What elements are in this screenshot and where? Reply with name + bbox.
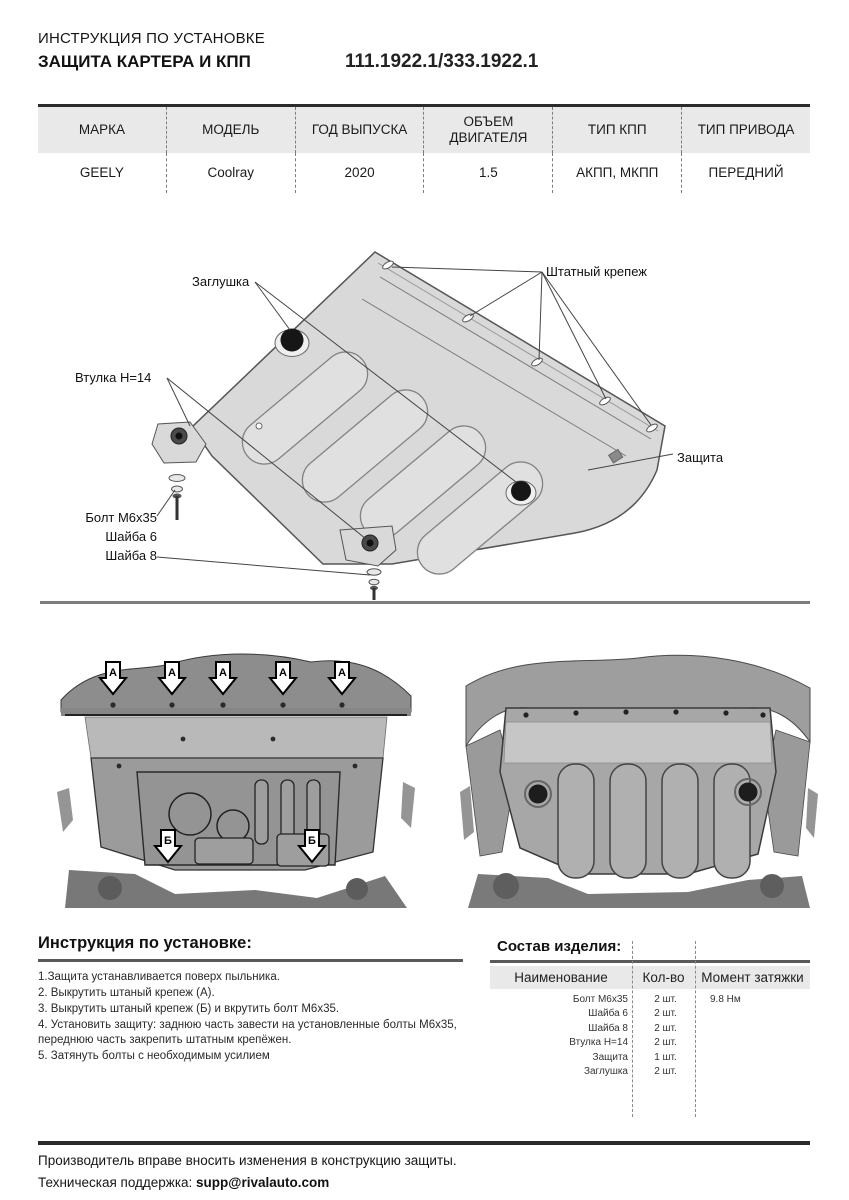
install-step: 4. Установить защиту: заднюю часть завести на установленные болты М6х35, переднюю часть закрепить штатным крепёжен. [38, 1018, 457, 1046]
components-heading-rule [490, 960, 810, 963]
skid-plate-exploded-diagram [40, 230, 810, 602]
svg-text:А: А [168, 667, 176, 679]
spec-header-cell: МАРКА [78, 122, 125, 138]
install-step: 5. Затянуть болты с необходимым усилием [38, 1049, 270, 1062]
label-shield: Защита [677, 450, 724, 465]
install-step: 3. Выкрутить штаный крепеж (Б) и вкрутить болт М6х35. [38, 1002, 340, 1015]
installed-shield-photo [460, 655, 818, 908]
spec-cell-year: 2020 [295, 153, 424, 193]
spec-data-row [38, 153, 810, 193]
svg-text:Б: Б [308, 835, 316, 847]
doc-title: ЗАЩИТА КАРТЕРА И КПП [38, 52, 251, 71]
spec-cell-drive: ПЕРЕДНИЙ [681, 153, 810, 193]
components-column-divider [632, 941, 633, 1117]
footer-disclaimer: Производитель вправе вносить изменения в конструкцию защиты. [38, 1153, 457, 1168]
photo-before-install [55, 642, 417, 908]
part-number: 111.1922.1/333.1922.1 [345, 51, 539, 72]
small-hole [256, 423, 262, 429]
photo-after-install [458, 642, 818, 908]
components-header-torque: Момент затяжки [701, 970, 804, 985]
footer-rule [38, 1141, 810, 1145]
label-bushing: Втулка Н=14 [75, 370, 152, 385]
component-row: Втулка Н=14 2 шт. [569, 1037, 677, 1049]
svg-text:А: А [219, 667, 227, 679]
component-row: Шайба 8 2 шт. [588, 1022, 677, 1034]
spec-header-cell: ОБЪЕМ ДВИГАТЕЛЯ [423, 107, 552, 153]
components-header-qty: Кол-во [642, 970, 685, 985]
spec-cell-brand: GEELY [38, 153, 166, 193]
svg-text:А: А [338, 667, 346, 679]
svg-text:А: А [109, 667, 117, 679]
component-row: Заглушка 2 шт. [583, 1066, 677, 1078]
spec-cell-model: Coolray [166, 153, 295, 193]
install-heading: Инструкция по установке: [38, 934, 252, 952]
vehicle-spec-table [38, 104, 810, 193]
component-row: Шайба 6 2 шт. [588, 1008, 677, 1020]
install-steps [38, 970, 458, 1065]
spec-header-row [38, 107, 810, 153]
components-column-divider [695, 941, 696, 1117]
components-header-name: Наименование [514, 970, 608, 985]
spec-header-cell: ГОД ВЫПУСКА [295, 107, 424, 153]
section-divider [40, 601, 810, 604]
svg-text:А: А [279, 667, 287, 679]
footer-support-label: Техническая поддержка: [38, 1175, 197, 1190]
spec-header-cell: ТИП ПРИВОДА [681, 107, 810, 153]
label-bolt: Болт М6х35 [85, 510, 157, 525]
components-heading: Состав изделия: [497, 938, 622, 955]
label-plug: Заглушка [192, 274, 250, 289]
spec-cell-engine: 1.5 [423, 153, 552, 193]
components-rows [490, 992, 810, 1079]
footer-support [38, 1175, 329, 1190]
support-email: supp@rivalauto.com [196, 1175, 330, 1190]
left-bracket [152, 422, 206, 520]
install-step: 1.Защита устанавливается поверх пыльника. [38, 971, 280, 983]
label-washer8: Шайба 8 [105, 548, 157, 563]
install-step: 2. Выкрутить штаный крепеж (А). [38, 986, 215, 999]
spec-header-cell: ТИП КПП [552, 107, 681, 153]
doc-subtitle: ИНСТРУКЦИЯ ПО УСТАНОВКЕ [38, 30, 265, 47]
install-heading-rule [38, 959, 463, 962]
svg-text:Б: Б [164, 835, 172, 847]
spec-header-cell: МОДЕЛЬ [166, 107, 295, 153]
skid-plate-drawing [75, 252, 724, 600]
label-washer6: Шайба 6 [105, 529, 157, 544]
component-row: Болт М6х35 2 шт. 9.8 Нм [572, 993, 741, 1005]
spec-cell-gearbox: АКПП, МКПП [552, 153, 681, 193]
component-row: Защита 1 шт. [592, 1051, 677, 1063]
label-factory-fastener: Штатный крепеж [546, 264, 647, 279]
components-header-row [490, 966, 810, 989]
